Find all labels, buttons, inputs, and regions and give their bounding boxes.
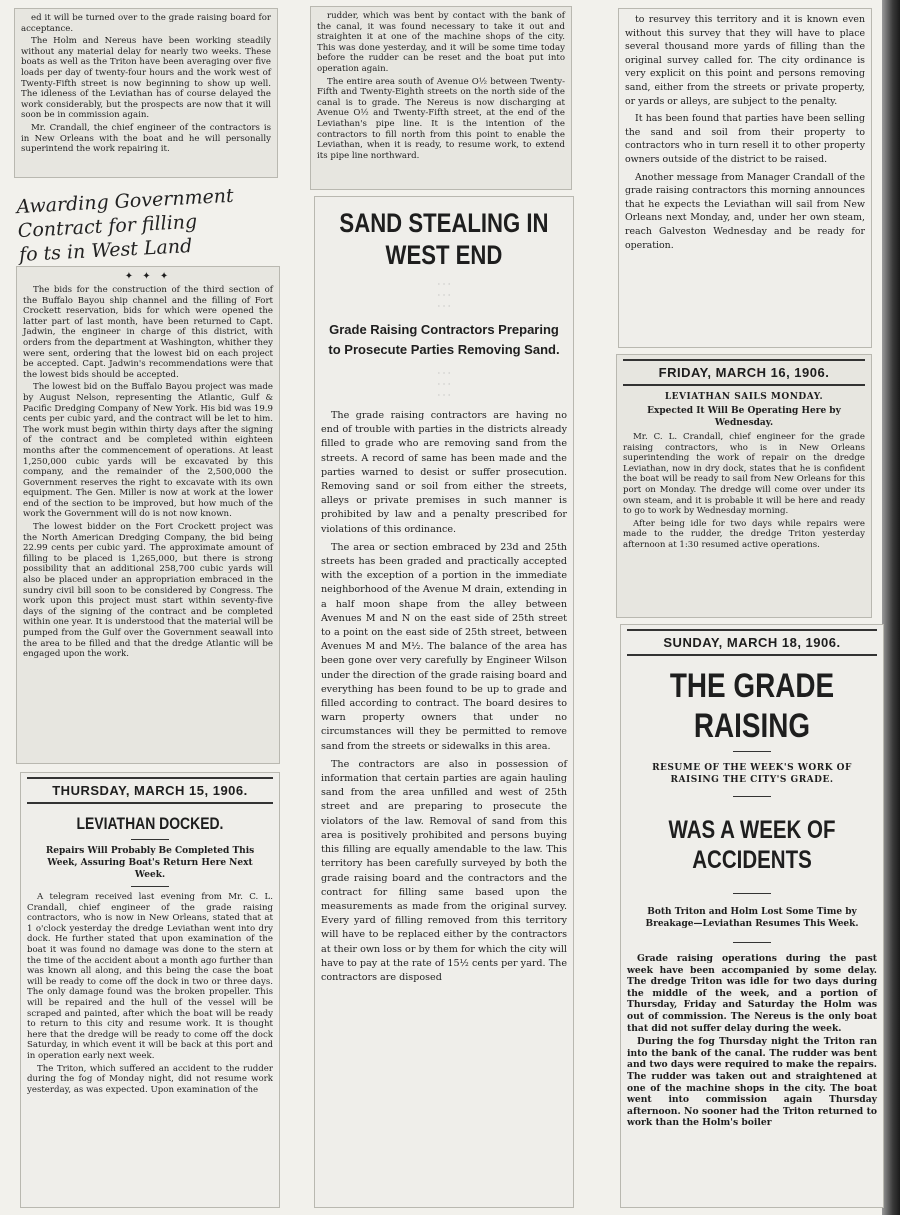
headline: LEVIATHAN SAILS MONDAY. bbox=[664, 392, 824, 402]
subheadline: Grade Raising Contractors Preparing to Prosecute Parties Removing Sand. bbox=[328, 322, 560, 357]
paragraph: It has been found that parties have been selling the sand and soil from their property to contractors who in turn resell it to other property owners outside of the district to be raised. bbox=[625, 113, 865, 165]
paragraph: Another message from Manager Crandall of the grade raising contractors this morning announces that he expects the Leviathan will sail from New Orleans next Monday, and, under her own steam, reach Galveston Wednesday and be ready for operation. bbox=[625, 171, 865, 251]
clipping-leviathan-docked bbox=[20, 772, 280, 1208]
headline-secondary: WAS A WEEK OF ACCIDENTS bbox=[668, 816, 836, 874]
paragraph: to resurvey this territory and it is known even without this survey that they will have to place several thousand more yards of filling than the original survey called for. The city ordinance is very explicit on this point and persons removing sand, either from the streets or private property, or yards or alleys, are subject to the penalty. bbox=[625, 14, 865, 107]
scrapbook-binding bbox=[882, 0, 900, 1215]
subheadline: RESUME OF THE WEEK'S WORK OF RAISING THE CITY'S GRADE. bbox=[652, 763, 852, 785]
headline: SAND STEALING IN WEST END bbox=[339, 208, 549, 270]
dateline: THURSDAY, MARCH 15, 1906. bbox=[27, 777, 273, 804]
divider bbox=[733, 751, 771, 752]
paragraph: The area or section embraced by 23d and 25th streets has been graded and practically accepted with the exception of a portion in the immediate neighborhood of the Avenue M drain, extending in a half moon shape from the alley between Avenues M and N on the east side of 25th street to a point on the east side of 25th street, between Avenues M and M½. The balance of the area has been gone over very carefully by Engineer Wilson under the direction of the grade raising board and everything has been found to be up to grade and filled according to contract. The board desires to warn property owners that under no circumstances will they be permitted to remove sand from the streets or sidewalks in this area. bbox=[321, 541, 567, 752]
clipping-grade-raising bbox=[620, 624, 884, 1208]
dateline: SUNDAY, MARCH 18, 1906. bbox=[627, 629, 877, 656]
clipping-rudder-repair bbox=[310, 6, 572, 190]
paragraph: Mr. C. L. Crandall, chief engineer for the grade raising contractors, who is in New Orleans superintending the work of repair on the dredge Leviathan, now in dry dock, states that he is confident the boat will be ready to sail from New Orleans for this port on Monday. The dredge will come over under its own steam, and it is probable it will be here and ready to go to work by Wednesday morning. bbox=[623, 432, 865, 517]
paragraph: The Triton, which suffered an accident to the rudder during the fog of Monday night, did not resume work yesterday, as was expected. Upon examination of the bbox=[27, 1063, 273, 1095]
paragraph: The contractors are also in possession of information that certain parties are again hauling sand from the area unfilled and west of 25th street and are preparing to prosecute the violators of the law. Removal of sand from this area is positively prohibited and persons buying this filling are equally amendable to the law. This territory has been carefully surveyed by both the grade raising board and the contractors and the contract for filling same based upon the measurements as made from the original survey. Every yard of filling removed from this territory will have to be replaced either by the contractors at their own loss or by them for which the city will have to pay at the rate of 15½ cents per yard. The contractors are disposed bbox=[321, 758, 567, 983]
paragraph: During the fog Thursday night the Triton ran into the bank of the canal. The rudder was bent and two days were required to make the repairs. The rudder was taken out and straightened at one of the machine shops in the city. The boat went into commission again Thursday afternoon. No sooner had the Triton returned to work than the Holm's boiler bbox=[627, 1036, 877, 1129]
headline: LEVIATHAN DOCKED. bbox=[76, 814, 224, 833]
ornament-stars: ✦ ✦ ✦ bbox=[124, 271, 172, 282]
divider bbox=[131, 886, 169, 887]
divider bbox=[131, 839, 169, 840]
paragraph: After being idle for two days while repairs were made to the rudder, the dredge Triton yesterday afternoon at 1:30 resumed active operations. bbox=[623, 518, 865, 550]
paragraph: Grade raising operations during the past week have been accompanied by some delay. The dredge Triton was idle for two days during the middle of the week, and a portion of Thursday, Friday and Saturday the Holm was out of commission. The Nereus is the only boat that did not suffer delay during the week. bbox=[627, 953, 877, 1034]
clipping-sand-stealing bbox=[314, 196, 574, 1208]
divider bbox=[733, 893, 771, 894]
handwritten-line: Awarding Government bbox=[16, 184, 235, 219]
handwritten-line: fo ts in West Land bbox=[18, 234, 193, 267]
faded-print: · · · · · · · · · bbox=[437, 280, 451, 311]
paragraph: The entire area south of Avenue O½ between Twenty-Fifth and Twenty-Eighth streets on the north side of the canal is to grade. The Nereus is now discharging at Avenue O½ and Twenty-Fifth street, at the end of the Leviathan's pipe line. It is the intention of the contractors to fill north from this point to enable the Leviathan, when it is ready, to resume work, to extend its pipe line northward. bbox=[317, 76, 565, 161]
handwritten-note bbox=[16, 181, 290, 279]
clipping-government-contract bbox=[16, 266, 280, 764]
paragraph: A telegram received last evening from Mr. C. L. Crandall, chief engineer of the grade raising contractors, who is now in New Orleans, stated that at 1 o'clock yesterday the dredge Leviathan went into dry dock. He further stated that upon examination of the boat it was found no damage was done to the stern at the time of the accident about a month ago further than was known all along, and this being the case the boat will be ready to come off the dock in two or three days. The only damage found was the broken propeller. This will be repaired and the hull of the vessel will be scraped and painted, after which the boat will be ready to return to this city and resume work. It is thought here that the dredge will be ready to come off the dock Saturday, in which event it will be back at this port and in operation early next week. bbox=[27, 892, 273, 1061]
paragraph: The grade raising contractors are having no end of trouble with parties in the districts already filled to grade who are removing sand from the streets. A record of same has been made and the parties warned to desist or suffer prosecution. Removing sand or soil from either the streets, alleys or private premises in such manner is prohibited by law and a penalty prescribed for violations of this ordinance. bbox=[321, 410, 567, 535]
faded-print: · · · · · · · · · bbox=[437, 369, 451, 400]
paragraph: The Holm and Nereus have been working steadily without any material delay for nearly two weeks. These boats as well as the Triton have been averaging over five loads per day of twenty-four hours and the work west of Twenty-Fifth street is now beginning to show up well. The idleness of the Leviathan has of course delayed the work considerably, but the prospects are now that it will soon be in commission again. bbox=[21, 36, 271, 121]
paragraph: rudder, which was bent by contact with the bank of the canal, it was found necessary to take it out and straighten it at one of the machine shops of the city. This was done yesterday, and it will be some time today before the rudder can be reset and the boat put into operation again. bbox=[317, 11, 565, 74]
clipping-holm-nereus bbox=[14, 8, 278, 178]
headline: THE GRADE RAISING bbox=[669, 667, 835, 745]
clipping-leviathan-sails bbox=[616, 354, 872, 618]
divider bbox=[733, 942, 771, 943]
subheadline: Both Triton and Holm Lost Some Time by Breakage—Leviathan Resumes This Week. bbox=[645, 907, 859, 929]
clipping-resurvey bbox=[618, 8, 872, 348]
divider bbox=[733, 796, 771, 797]
paragraph: The bids for the construction of the third section of the Buffalo Bayou ship channel and the filling of Fort Crockett reservation, bids for which were opened the latter part of last month, have been returned to Capt. Jadwin, the engineer in charge of this district, with orders from the department at Washington, whither they were sent, ordering that the lowest bid on each project be accepted. Capt. Jadwin's recommendations were that the lowest bids should be accepted. bbox=[23, 285, 273, 380]
handwritten-line: Contract for filling bbox=[17, 210, 198, 243]
paragraph: The lowest bidder on the Fort Crockett project was the North American Dredging Company, the bid being 22.99 cents per cubic yard. The approximate amount of filling to be placed is 1,265,000, but there is strong possibility that an additional 258,700 cubic yards will also be placed under an appropriation embraced in the sundry civil bill soon to be considered by Congress. The work upon this project must start within seventy-five days of the signing of the contract and be completed within one year. It is understood that the material will be pumped from the Gulf over the Government seawall into the area to be filled and that the dredge Atlantic will be engaged upon the work. bbox=[23, 522, 273, 660]
dateline: FRIDAY, MARCH 16, 1906. bbox=[623, 359, 865, 386]
paragraph: Mr. Crandall, the chief engineer of the contractors is in New Orleans with the boat and he will personally superintend the work repairing it. bbox=[21, 122, 271, 155]
subheadline: Repairs Will Probably Be Completed This Week, Assuring Boat's Return Here Next Week. bbox=[45, 846, 255, 880]
paragraph: ed it will be turned over to the grade raising board for acceptance. bbox=[21, 13, 271, 34]
subheadline: Expected It Will Be Operating Here by Wednesday. bbox=[647, 406, 841, 428]
paragraph: The lowest bid on the Buffalo Bayou project was made by August Nelson, representing the Atlantic, Gulf & Pacific Dredging Company of New York. His bid was 19.9 cents per cubic yard, and the contract will be let to him. The work must begin within thirty days after the signing of the contract and be completed within eighteen months after the commencement of operations. At least 1,250,000 cubic yards will be excavated by this company, and the remainder of the 2,500,000 the Government reserves the right to excavate with its own equipment. The Gen. Miller is now at work at the lower end of the section to be improved, but how much of the work the Government will do is not now known. bbox=[23, 382, 273, 520]
